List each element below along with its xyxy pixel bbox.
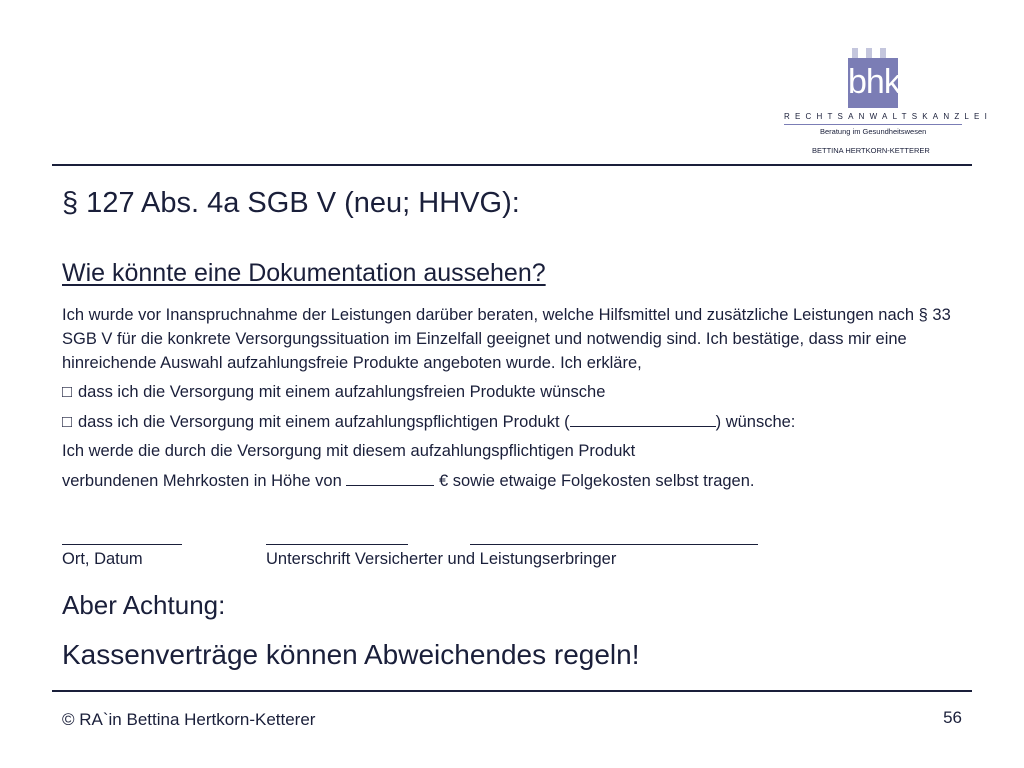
logo-letters: bhk — [848, 63, 900, 101]
logo-firm-title: RECHTSANWALTSKANZLEI — [784, 112, 993, 121]
slide-title: § 127 Abs. 4a SGB V (neu; HHVG): — [62, 187, 520, 219]
option-1-text: dass ich die Versorgung mit einem aufzahlungsfreien Produkte wünsche — [78, 383, 606, 401]
page-number: 56 — [943, 708, 962, 727]
cost-line-1: Ich werde die durch die Versorgung mit diesem aufzahlungspflichtigen Produkt — [62, 442, 636, 460]
checkbox-icon: □ — [62, 383, 72, 401]
signature-line-provider — [470, 524, 758, 545]
cost-line-2-before: verbundenen Mehrkosten in Höhe von — [62, 472, 342, 490]
top-divider — [52, 164, 972, 166]
logo-owner-name: BETTINA HERTKORN-KETTERER — [812, 146, 930, 155]
place-date-label: Ort, Datum — [62, 550, 143, 568]
warning-heading: Aber Achtung: — [62, 590, 226, 620]
place-date-line — [62, 524, 182, 545]
slide-subtitle: Wie könnte eine Dokumentation aussehen? — [62, 259, 546, 287]
amount-blank — [346, 468, 434, 486]
option-2-text-before: dass ich die Versorgung mit einem aufzahlungspflichtigen Produkt ( — [78, 413, 570, 431]
logo-mark — [846, 48, 900, 108]
intro-paragraph: Ich wurde vor Inanspruchnahme der Leistungen darüber beraten, welche Hilfsmittel und zusätzliche Leistungen nach § 33 SGB V für die konkrete Versorgungssituation im Einzelfall geeignet und notwendig sind. Ich bestätige, dass mir eine hinreichende Auswahl aufzahlungsfreie Produkte angeboten wurde. Ich erkläre, — [62, 306, 951, 372]
logo-divider — [784, 124, 962, 125]
signature-line-insured — [266, 524, 408, 545]
cost-line-2 — [62, 468, 952, 493]
footer-copyright: © RA`in Bettina Hertkorn-Ketterer — [62, 710, 316, 729]
warning-text: Kassenverträge können Abweichendes regeln! — [62, 639, 640, 670]
logo-tagline: Beratung im Gesundheitswesen — [820, 127, 927, 136]
cost-line-2-after: € sowie etwaige Folgekosten selbst tragen. — [438, 472, 755, 490]
option-2-text-after: ) wünsche: — [715, 413, 796, 431]
company-logo — [784, 48, 993, 160]
product-blank — [570, 409, 716, 427]
documentation-text — [62, 303, 952, 493]
option-aufzahlungsfrei — [62, 380, 952, 404]
bottom-divider — [52, 690, 972, 692]
checkbox-icon: □ — [62, 413, 72, 431]
option-aufzahlungspflichtig — [62, 409, 952, 434]
signature-label: Unterschrift Versicherter und Leistungserbringer — [266, 550, 617, 568]
